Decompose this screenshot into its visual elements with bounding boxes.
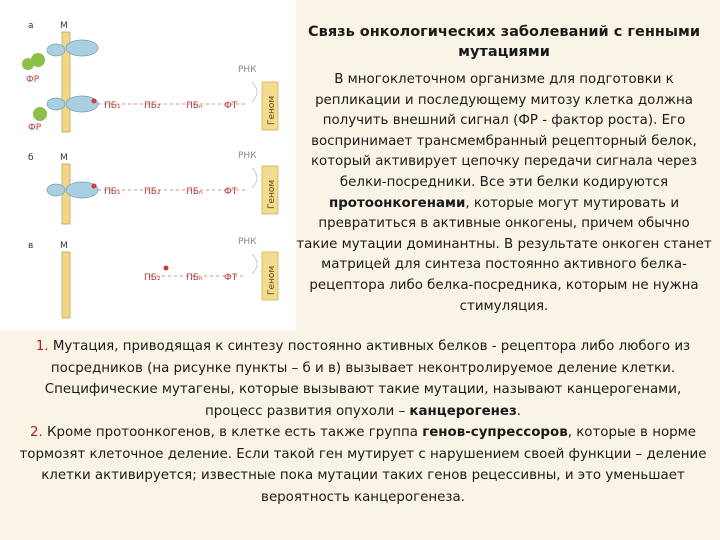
- membrane-label-c: М: [60, 241, 68, 251]
- receptor-top-a: [66, 40, 98, 56]
- point-2-text-1: Кроме протоонкогенов, в клетке есть также группа: [42, 425, 423, 440]
- genome-label-b: Геном: [267, 179, 277, 209]
- fr-label-a2: ФР: [28, 123, 42, 133]
- ft-c: ФТ: [224, 273, 238, 283]
- point-2-text-2: , которые в норме тормозят клеточное деление. Если такой ген мутирует с нарушением своей функции – деление клетки активируется; известные пока мутации таких генов рецессивны, и это уменьшает вероятность канцерогенеза.: [19, 425, 707, 505]
- rnk-b: РНК: [238, 151, 257, 161]
- growth-factor-a3: [33, 107, 47, 121]
- point-2-number: 2.: [30, 425, 43, 440]
- intro-bold-term: протоонкогенами: [328, 195, 466, 211]
- intro-paragraph: [296, 70, 712, 317]
- pb1-b: ПБ₁: [104, 187, 121, 197]
- pb2-a: ПБ₂: [144, 101, 161, 111]
- rnk-arrow-a: [252, 82, 257, 102]
- pbn-c: ПБₙ: [186, 273, 203, 283]
- rnk-arrow-c: [252, 254, 257, 274]
- point-1-text-1: Мутация, приводящая к синтезу постоянно активных белков - рецептора либо любого из посредников (на рисунке пункты – б и в) вызывает неконтролируемое деление клетки. Специфические мутагены, которые вызывают такие мутации, называют канцерогенами, процесс развития опухоли –: [44, 339, 691, 419]
- pb1-a: ПБ₁: [104, 101, 121, 111]
- signaling-diagram: [0, 0, 296, 330]
- rnk-arrow-b: [252, 168, 257, 188]
- point-2-bold-term: генов-супрессоров: [422, 425, 568, 440]
- intro-text-2: , которые могут мутировать и превратиться в активные онкогены, причем обычно такие мутации доминантны. В результате онкоген станет матрицей для синтеза постоянно активного белка-рецептора либо белка-посредника, которым не нужна стимуляция.: [296, 195, 712, 314]
- bottom-text: [18, 336, 708, 508]
- signal-dot-a: [92, 99, 97, 104]
- genome-label-c: Геном: [267, 265, 277, 295]
- signaling-diagram-svg: [0, 0, 296, 330]
- panel-a-label: а: [28, 21, 34, 31]
- rnk-a: РНК: [238, 65, 257, 75]
- membrane-label-a: М: [60, 21, 68, 31]
- genome-label-a: Геном: [267, 95, 277, 125]
- receptor-mutant-left-b: [47, 184, 65, 196]
- receptor-left-a: [47, 44, 65, 56]
- point-1-bold-term: канцерогенез: [409, 403, 517, 419]
- panel-c-label: в: [28, 241, 34, 251]
- page-title: Связь онкологических заболеваний с генными мутациями: [308, 24, 700, 60]
- intro-text-1: В многоклеточном организме для подготовки к репликации и последующему митозу клетка должна получить внешний сигнал (ФР - фактор роста). Его воспринимает трансмембранный рецепторный белок, который активирует цепочку передачи сигнала через белки-посредники. Все эти белки кодируются: [310, 72, 698, 190]
- membrane-label-b: М: [60, 153, 68, 163]
- fr-label-a1: ФР: [26, 75, 40, 85]
- point-1-number: 1.: [35, 339, 49, 354]
- ft-b: ФТ: [224, 187, 238, 197]
- membrane-c: [62, 252, 70, 318]
- panel-b-label: б: [28, 153, 34, 163]
- ft-a: ФТ: [224, 101, 238, 111]
- signal-dot-b: [92, 184, 97, 189]
- point-1-text-2: .: [516, 403, 522, 419]
- pbn-a: ПБₙ: [186, 101, 203, 111]
- growth-factor-a2: [22, 58, 34, 70]
- receptor-active-a: [66, 96, 98, 112]
- pb2-c: ПБ₂: [144, 273, 161, 283]
- pb2-b: ПБ₂: [144, 187, 161, 197]
- receptor-active-left-a: [47, 98, 65, 110]
- rnk-c: РНК: [238, 237, 257, 247]
- signal-dot-c: [164, 266, 169, 271]
- point-2: [18, 422, 708, 508]
- point-1: [18, 336, 708, 422]
- pbn-b: ПБₙ: [186, 187, 203, 197]
